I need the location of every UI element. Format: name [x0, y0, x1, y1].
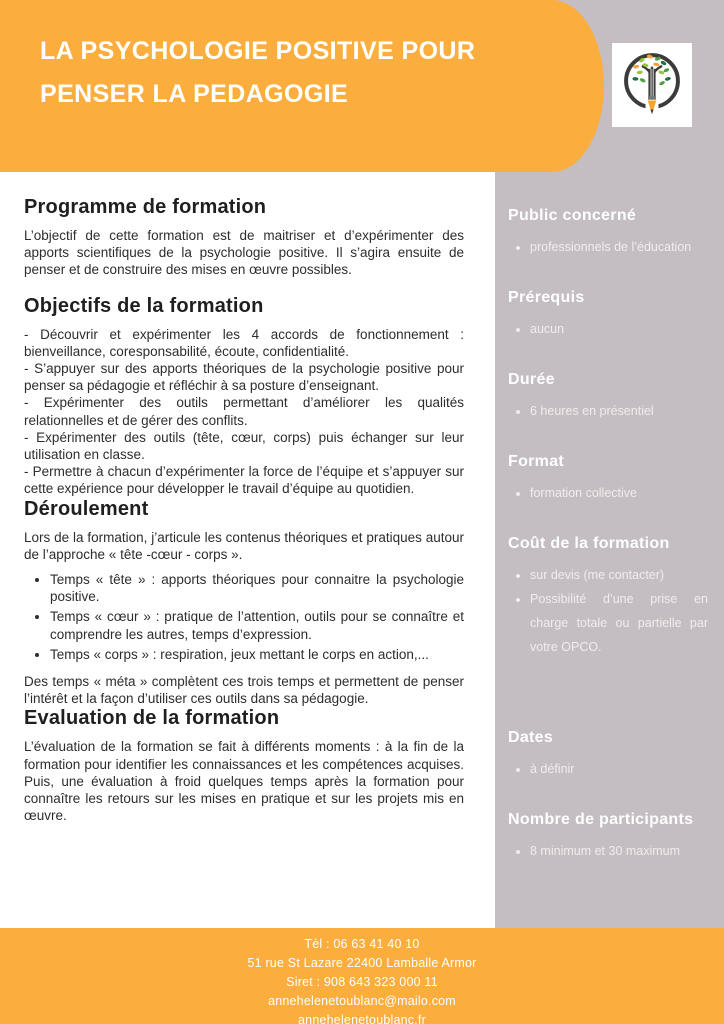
footer-email: annehelenetoublanc@mailo.com: [268, 994, 456, 1008]
page-title-line-2: PENSER LA PEDAGOGIE: [40, 80, 349, 108]
sidebar-section-participants: [508, 811, 708, 863]
sidebar-section-cout: [508, 535, 708, 659]
sidebar-item: • à définir: [530, 757, 708, 781]
sidebar-item: • Possibilité d’une prise en charge totale ou partielle par votre OPCO.: [530, 587, 708, 659]
section-heading-objectifs: Objectifs de la formation: [24, 294, 264, 317]
objectif-item: - Expérimenter des outils (tête, cœur, corps) puis échanger sur leur utilisation en classe.: [24, 429, 464, 463]
programme-paragraph: L’objectif de cette formation est de maitriser et d’expérimenter des apports scientifiques de la psychologie positive. Il s’agira ensuite de penser et de construire des mises en œuvre possibles.: [24, 228, 464, 278]
deroulement-bullet: • Temps « corps » : respiration, jeux mettant le corps en action,...: [50, 646, 464, 663]
deroulement-bullet: • Temps « cœur » : pratique de l’attention, outils pour se connaître et comprendre les autres, temps d’expression.: [50, 608, 464, 642]
sidebar-section-duree: [508, 371, 708, 423]
main-content: [24, 196, 464, 824]
sidebar-section-format: [508, 453, 708, 505]
sidebar-heading-public: Public concerné: [508, 207, 637, 224]
sidebar-item: • 8 minimum et 30 maximum: [530, 839, 708, 863]
objectif-item: - Découvrir et expérimenter les 4 accords de fonctionnement : bienveillance, coresponsabilité, écoute, confidentialité.: [24, 326, 464, 359]
section-heading-evaluation: Evaluation de la formation: [24, 707, 280, 730]
objectif-item: - Permettre à chacun d’expérimenter la force de l’équipe et s’appuyer sur cette expérience pour développer le travail d’équipe au quotidien.: [24, 464, 464, 497]
objectif-item: - Expérimenter des outils permettant d’améliorer les qualités relationnelles et de gérer des conflits.: [24, 395, 464, 428]
sidebar-heading-dates: Dates: [508, 729, 554, 746]
deroulement-outro: Des temps « méta » complètent ces trois temps et permettent de penser l’intérêt et la façon d’utiliser ces outils dans sa pédagogie.: [24, 674, 464, 707]
deroulement-intro: Lors de la formation, j’articule les contenus théoriques et pratiques autour de l’approche « tête -cœur - corps ».: [24, 529, 464, 562]
sidebar-section-prerequis: [508, 289, 708, 341]
sidebar-item: • formation collective: [530, 481, 708, 505]
sidebar-item: • sur devis (me contacter): [530, 563, 708, 587]
deroulement-bullet: • Temps « tête » : apports théoriques pour connaitre la psychologie positive.: [50, 571, 464, 605]
footer-phone: Tèl : 06 63 41 40 10: [304, 937, 420, 951]
sidebar-section-public: [508, 207, 708, 259]
objectifs-list: [24, 326, 464, 498]
sidebar-section-dates: [508, 729, 708, 781]
sidebar-heading-prerequis: Prérequis: [508, 289, 585, 306]
sidebar: [508, 207, 708, 893]
footer-siret: Siret : 908 643 323 000 11: [286, 975, 438, 989]
sidebar-item: • aucun: [530, 317, 708, 341]
sidebar-heading-participants: Nombre de participants: [508, 811, 694, 828]
sidebar-heading-format: Format: [508, 453, 565, 470]
evaluation-paragraph: L’évaluation de la formation se fait à différents moments : à la fin de la formation pour identifier les connaissances et les compétences acquises. Puis, une évaluation à froid quelques temps après la formation pour connaître les retours sur les mises en pratique et sur les projets mis en œuvre.: [24, 739, 464, 824]
sidebar-heading-cout: Coût de la formation: [508, 535, 670, 552]
sidebar-heading-duree: Durée: [508, 371, 555, 388]
footer-address: 51 rue St Lazare 22400 Lamballe Armor: [247, 956, 477, 970]
section-heading-deroulement: Déroulement: [24, 497, 149, 520]
footer-contact-bar: [0, 928, 724, 1024]
deroulement-bullet-list: [24, 571, 464, 663]
sidebar-item: • professionnels de l’éducation: [530, 235, 708, 259]
sidebar-item: • 6 heures en présentiel: [530, 399, 708, 423]
footer-website: annehelenetoublanc.fr: [298, 1013, 426, 1024]
section-heading-programme: Programme de formation: [24, 196, 267, 218]
objectif-item: - S’appuyer sur des apports théoriques de la psychologie positive pour penser sa pédagogie et réfléchir à sa posture d’enseignant.: [24, 361, 464, 394]
page-title: [40, 30, 475, 116]
tree-pencil-logo-icon: [616, 46, 688, 124]
page-title-line-1: LA PSYCHOLOGIE POSITIVE POUR: [40, 37, 476, 65]
logo-card: [612, 43, 692, 127]
